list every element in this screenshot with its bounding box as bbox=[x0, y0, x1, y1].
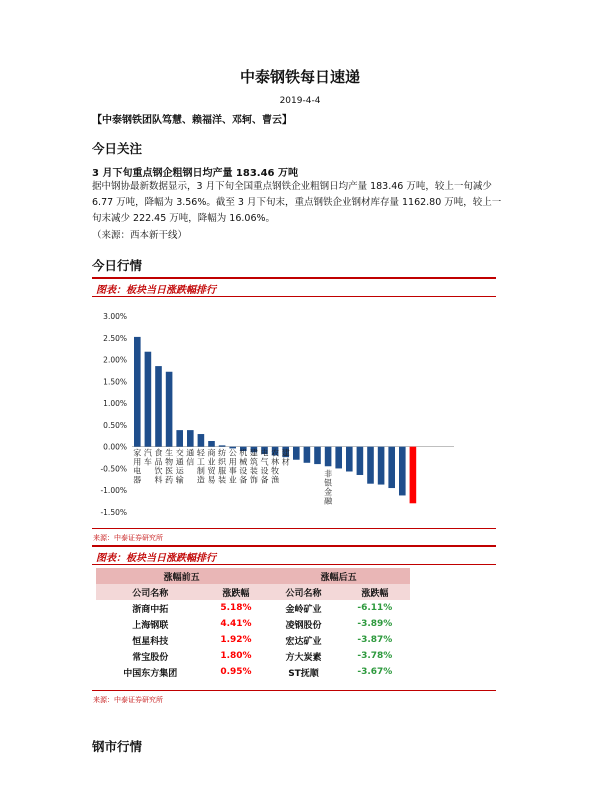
figure1-source: 来源：中泰证券研究所 bbox=[93, 534, 163, 542]
col-change: 涨跌幅 bbox=[205, 584, 268, 600]
losers-header: 涨幅后五 bbox=[267, 568, 410, 584]
bar bbox=[410, 447, 417, 504]
figure2-source: 来源：中泰证券研究所 bbox=[93, 696, 163, 704]
table-row bbox=[96, 632, 410, 648]
loser-change: -6.11% bbox=[357, 603, 393, 613]
col-change: 涨跌幅 bbox=[340, 584, 410, 600]
news-source: （来源：西本新干线） bbox=[92, 230, 188, 241]
x-tick-label: 建筑装饰 bbox=[249, 448, 258, 485]
x-tick-label: 通信 bbox=[186, 448, 195, 467]
x-tick-label: 纺织服装 bbox=[218, 448, 227, 485]
gainer-name: 中国东方集团 bbox=[123, 668, 178, 679]
document-title: 中泰钢铁每日速递 bbox=[239, 68, 360, 86]
loser-name: 金岭矿业 bbox=[285, 604, 322, 615]
bar bbox=[399, 447, 406, 496]
y-tick-label: -0.50% bbox=[100, 464, 127, 474]
section-today-focus: 今日关注 bbox=[92, 141, 143, 156]
bar bbox=[198, 434, 205, 447]
loser-change: -3.89% bbox=[357, 619, 393, 629]
bar bbox=[357, 447, 364, 475]
loser-change: -3.87% bbox=[357, 635, 393, 645]
figure1-title-rule bbox=[92, 296, 496, 297]
loser-name: ST抚顺 bbox=[288, 668, 319, 679]
report-date: 2019-4-4 bbox=[279, 96, 321, 106]
news-headline: 3 月下旬重点钢企粗钢日均产量 183.46 万吨 bbox=[92, 168, 298, 179]
y-tick-label: 3.00% bbox=[103, 312, 127, 321]
section-today-market: 今日行情 bbox=[92, 258, 143, 273]
bar bbox=[166, 372, 173, 447]
bar bbox=[208, 441, 215, 447]
bar bbox=[293, 447, 300, 460]
bar bbox=[325, 447, 332, 467]
bar bbox=[219, 445, 226, 446]
x-tick-label: 公用事业 bbox=[228, 448, 237, 485]
table-row bbox=[96, 600, 410, 616]
table-row bbox=[96, 664, 410, 680]
gainer-name: 常宝股份 bbox=[132, 652, 169, 663]
loser-name: 方大炭素 bbox=[285, 652, 322, 663]
y-tick-label: 2.00% bbox=[103, 355, 127, 365]
x-tick-label: 交通运输 bbox=[175, 448, 184, 485]
figure2-title-rule bbox=[92, 564, 496, 565]
y-tick-label: 2.50% bbox=[103, 333, 127, 343]
y-tick-label: 1.50% bbox=[103, 377, 127, 387]
y-tick-label: 0.50% bbox=[103, 420, 127, 430]
gainer-change: 1.92% bbox=[220, 635, 252, 645]
gainer-change: 4.41% bbox=[220, 619, 252, 629]
x-tick-label: 农林牧渔 bbox=[271, 448, 280, 485]
x-tick-label: 生物医药 bbox=[165, 448, 174, 485]
figure2-bottom-rule bbox=[92, 690, 496, 691]
gainers-header: 涨幅前五 bbox=[96, 568, 267, 584]
figure1-title: 图表：板块当日涨跌幅排行 bbox=[96, 285, 216, 296]
loser-change: -3.67% bbox=[357, 667, 393, 677]
gainer-change: 5.18% bbox=[220, 603, 252, 613]
col-company: 公司名称 bbox=[267, 584, 339, 600]
loser-change: -3.78% bbox=[357, 651, 393, 661]
x-tick-label: 商业贸易 bbox=[207, 448, 216, 485]
team-line: 【中泰钢铁团队笃慧、赖福洋、邓轲、曹云】 bbox=[92, 115, 292, 126]
figure1-top-rule bbox=[92, 277, 496, 279]
top-movers-table bbox=[96, 568, 410, 680]
bar bbox=[187, 430, 194, 447]
section-steel-market: 钢市行情 bbox=[92, 739, 143, 754]
figure2-top-rule bbox=[92, 545, 496, 547]
gainer-change: 0.95% bbox=[220, 667, 252, 677]
bar bbox=[346, 447, 353, 472]
figure1-bottom-rule bbox=[92, 528, 496, 529]
bar bbox=[134, 337, 141, 447]
y-tick-label: 1.00% bbox=[103, 399, 127, 409]
bar bbox=[367, 447, 374, 484]
x-tick-label: 轻工制造 bbox=[196, 448, 205, 485]
figure2-title: 图表：板块当日涨跌幅排行 bbox=[96, 553, 216, 564]
loser-name: 凌钢股份 bbox=[285, 620, 322, 631]
x-tick-label: 建材 bbox=[281, 448, 290, 467]
col-company: 公司名称 bbox=[96, 584, 205, 600]
bar bbox=[378, 447, 385, 485]
y-tick-label: 0.00% bbox=[103, 442, 127, 452]
loser-name: 宏达矿业 bbox=[285, 636, 322, 647]
gainer-name: 浙商中拓 bbox=[132, 604, 169, 615]
bar bbox=[335, 447, 342, 469]
y-tick-label: -1.50% bbox=[100, 508, 127, 517]
gainer-name: 恒星科技 bbox=[132, 636, 169, 647]
x-tick-label: 电气设备 bbox=[260, 448, 269, 485]
x-tick-label: 机械设备 bbox=[239, 448, 248, 485]
news-body: 据中钢协最新数据显示，3 月下旬全国重点钢铁企业粗钢日均产量 183.46 万吨，较上一旬减少 6.77 万吨，降幅为 3.56%。截至 3 月下旬末，重点钢铁企业钢材库存量 1162.80 万吨，较上一旬末减少 222.45 万吨，降幅为 16.06%。 bbox=[92, 181, 502, 224]
gainer-name: 上海钢联 bbox=[132, 620, 169, 631]
bar bbox=[304, 447, 311, 463]
bar bbox=[155, 366, 162, 447]
table-row bbox=[96, 648, 410, 664]
bar bbox=[388, 447, 395, 488]
x-tick-label: 汽车 bbox=[143, 448, 152, 467]
gainer-change: 1.80% bbox=[220, 651, 252, 661]
sector-change-chart bbox=[92, 306, 462, 526]
bar bbox=[176, 430, 183, 447]
x-tick-label: 食品饮料 bbox=[154, 448, 163, 485]
x-tick-label: 家用电器 bbox=[133, 448, 142, 485]
y-tick-label: -1.00% bbox=[100, 486, 127, 496]
table-row bbox=[96, 616, 410, 632]
x-tick-label: 非银金融 bbox=[324, 469, 333, 506]
bar bbox=[314, 447, 321, 464]
bar bbox=[145, 352, 152, 447]
